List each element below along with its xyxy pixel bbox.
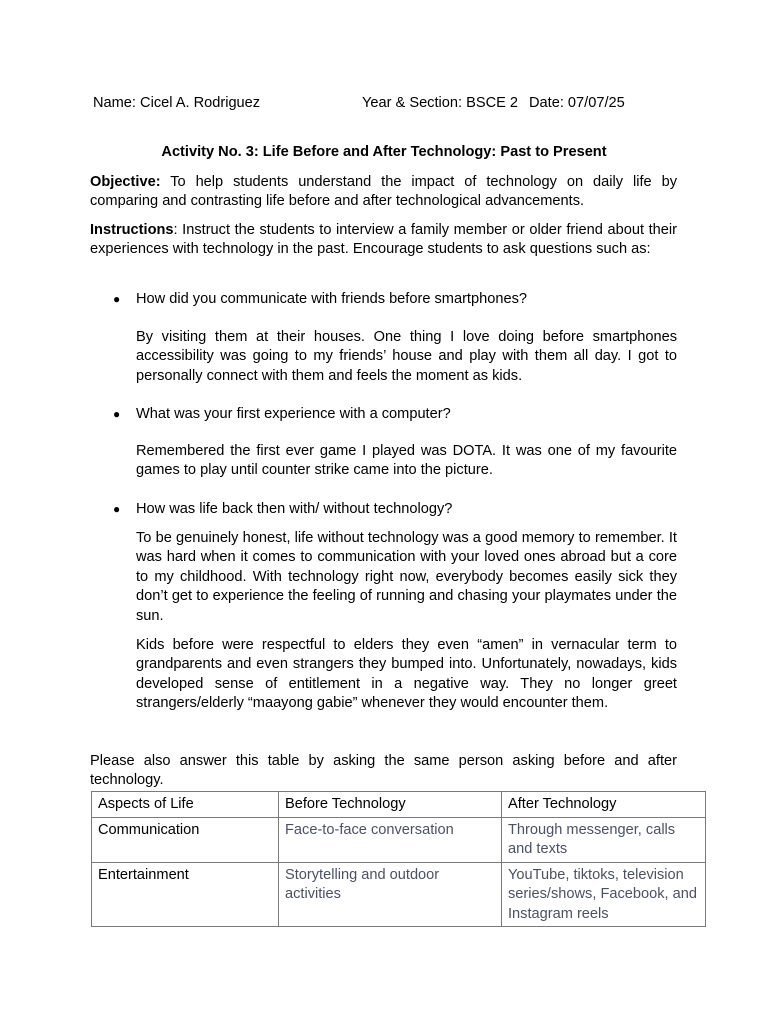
answer-1: By visiting them at their houses. One thing I love doing before smartphones accessibility was going to my friends’ house and play with them all day. I got to personally connect with them and feels the moment as kids. (136, 329, 677, 384)
table-row (92, 817, 706, 862)
date: Date: 07/07/25 (529, 95, 625, 111)
table-header-row (92, 792, 706, 818)
objective-text: To help students understand the impact of technology on daily life by comparing and contrasting life before and after technological advancements. (90, 174, 677, 210)
instructions-text: : Instruct the students to interview a family member or older friend about their experiences with technology in the past. Encourage students to ask questions such as: (90, 222, 677, 258)
table-cell: Through messenger, calls and texts (502, 817, 706, 862)
table-cell: Face-to-face conversation (279, 817, 502, 862)
objective-paragraph (90, 173, 677, 212)
answer-2: Remembered the first ever game I played was DOTA. It was one of my favourite games to play until counter strike came into the picture. (136, 443, 677, 479)
answer-3a: To be genuinely honest, life without technology was a good memory to remember. It was hard when it comes to communication with your loved ones abroad but a core to my childhood. With technology right now, everybody becomes easily sick they don’t get to experience the feeling of running and chasing your playmates under the sun. (136, 530, 677, 624)
table-cell: YouTube, tiktoks, television series/shows, Facebook, and Instagram reels (502, 862, 706, 927)
table-header-cell: After Technology (502, 792, 706, 818)
page-title: Activity No. 3: Life Before and After Technology: Past to Present (161, 144, 607, 160)
student-name: Name: Cicel A. Rodriguez (93, 95, 261, 111)
question-2: What was your first experience with a computer? (136, 406, 451, 422)
table-cell: Communication (92, 817, 279, 862)
question-3: How was life back then with/ without technology? (136, 501, 453, 517)
instructions-paragraph (90, 221, 677, 260)
table-cell: Storytelling and outdoor activities (279, 862, 502, 927)
table-header-cell: Before Technology (279, 792, 502, 818)
table-row (92, 862, 706, 927)
table-intro: Please also answer this table by asking the same person asking before and after technology. (90, 753, 677, 789)
bullet-icon: ● (113, 502, 121, 516)
bullet-icon: ● (113, 292, 121, 306)
table-cell: Entertainment (92, 862, 279, 927)
table-header-cell: Aspects of Life (92, 792, 279, 818)
bullet-icon: ● (113, 407, 121, 421)
answer-3b: Kids before were respectful to elders they even “amen” in vernacular term to grandparents and even strangers they bumped into. Unfortunately, nowadays, kids developed sense of entitlement in a negative way. They no longer greet strangers/elderly “maayong gabie” whenever they would encounter them. (136, 637, 677, 712)
year-section: Year & Section: BSCE 2 (362, 95, 519, 111)
comparison-table (91, 791, 706, 927)
question-1: How did you communicate with friends before smartphones? (136, 291, 527, 307)
instructions-label: Instructions (90, 222, 174, 238)
objective-label: Objective: (90, 174, 161, 190)
